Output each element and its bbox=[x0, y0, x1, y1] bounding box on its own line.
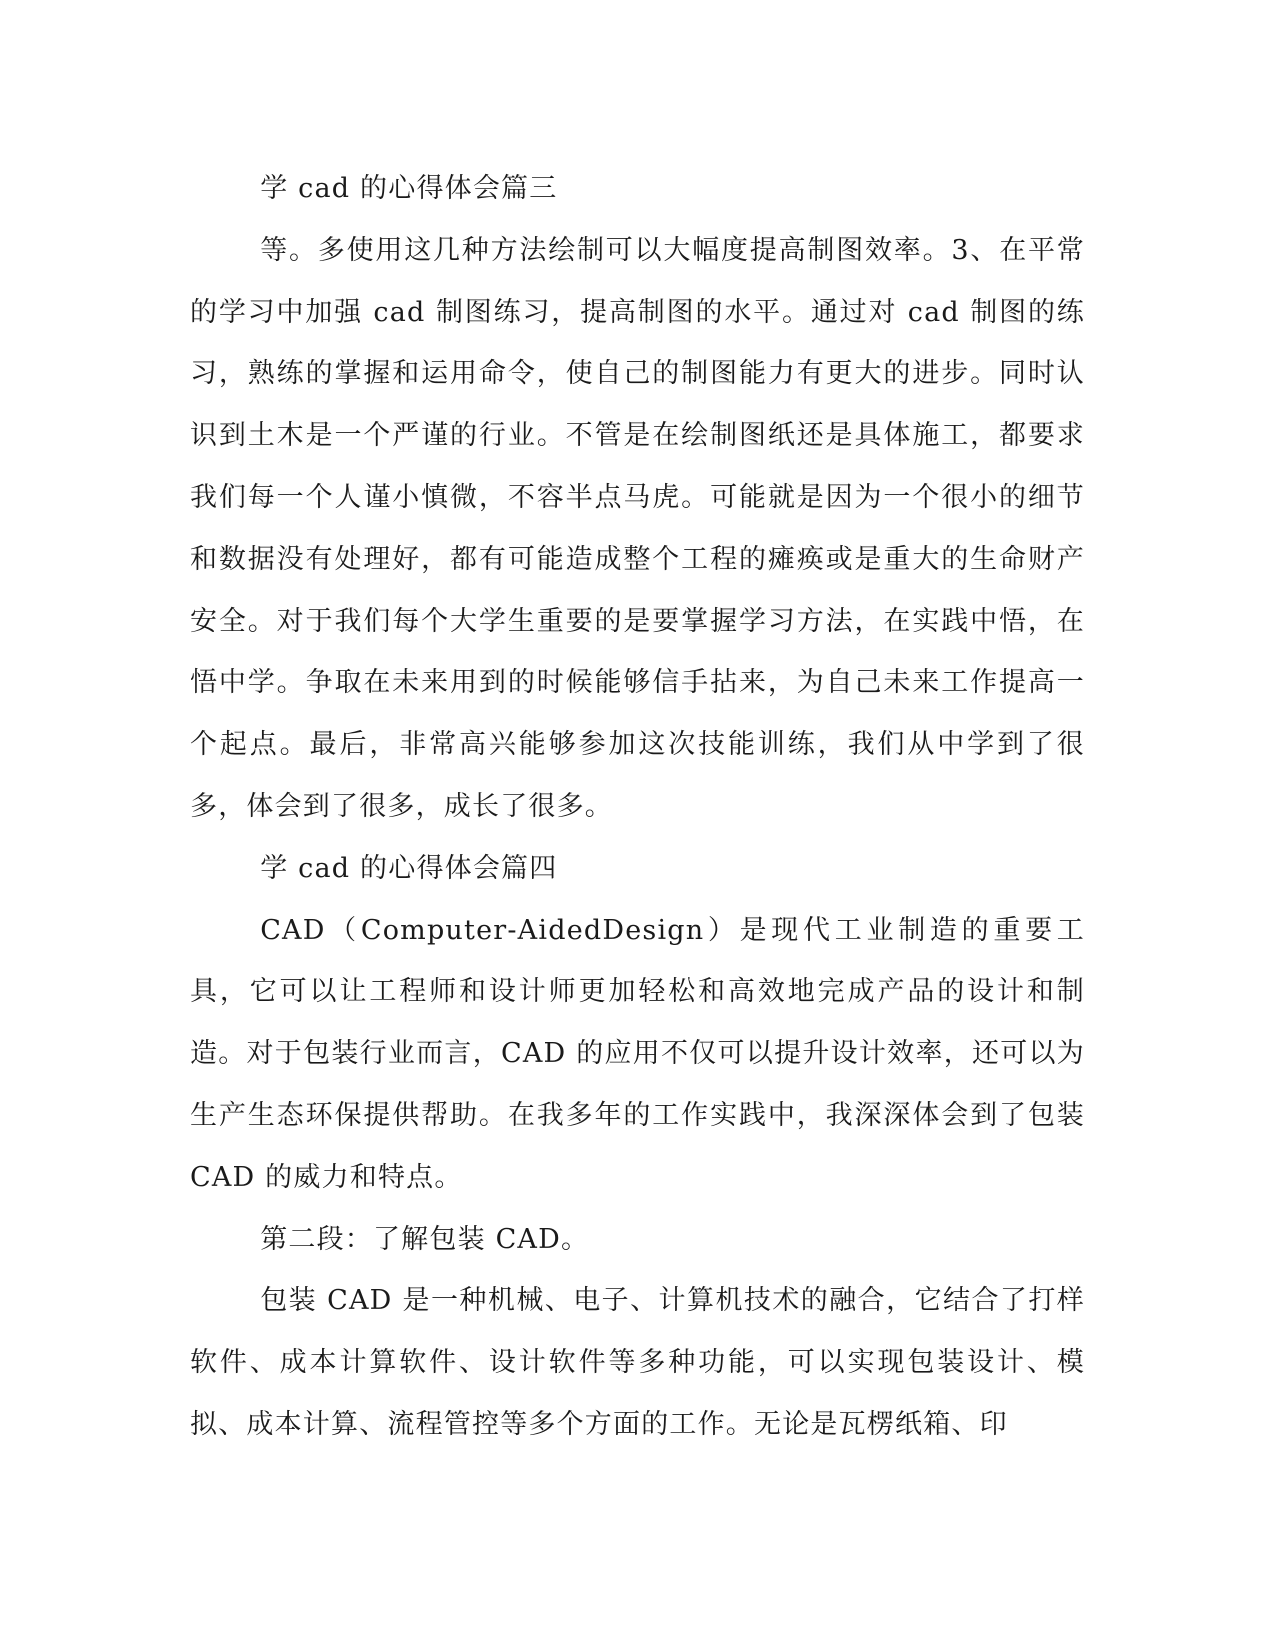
subsection-heading: 第二段：了解包装 CAD。 bbox=[260, 1223, 590, 1255]
section-heading-4: 学 cad 的心得体会篇四 bbox=[260, 852, 558, 884]
section-heading-3: 学 cad 的心得体会篇三 bbox=[260, 173, 558, 204]
body-paragraph-3: 包装 CAD 是一种机械、电子、计算机技术的融合，它结合了打样软件、成本计算软件、设计软件等多种功能，可以实现包装设计、模拟、成本计算、流程管控等多个方面的工作。无论是瓦楞纸箱、印 bbox=[190, 1285, 1085, 1440]
document-body bbox=[190, 158, 1085, 1456]
body-paragraph-1: 等。多使用这几种方法绘制可以大幅度提高制图效率。3、在平常的学习中加强 cad 制图练习，提高制图的水平。通过对 cad 制图的练习，熟练的掌握和运用命令，使自己的制图能力有更大的进步。同时认识到土木是一个严谨的行业。不管是在绘制图纸还是具体施工，都要求我们每一个人谨小慎微，不容半点马虎。可能就是因为一个很小的细节和数据没有处理好，都有可能造成整个工程的瘫痪或是重大的生命财产安全。对于我们每个大学生重要的是要掌握学习方法，在实践中悟，在悟中学。争取在未来用到的时候能够信手拈来，为自己未来工作提高一个起点。最后，非常高兴能够参加这次技能训练，我们从中学到了很多，体会到了很多，成长了很多。 bbox=[190, 234, 1085, 822]
body-paragraph-2: CAD（Computer-AidedDesign）是现代工业制造的重要工具，它可以让工程师和设计师更加轻松和高效地完成产品的设计和制造。对于包装行业而言，CAD 的应用不仅可以提升设计效率，还可以为生产生态环保提供帮助。在我多年的工作实践中，我深深体会到了包装 CAD 的威力和特点。 bbox=[190, 914, 1085, 1193]
